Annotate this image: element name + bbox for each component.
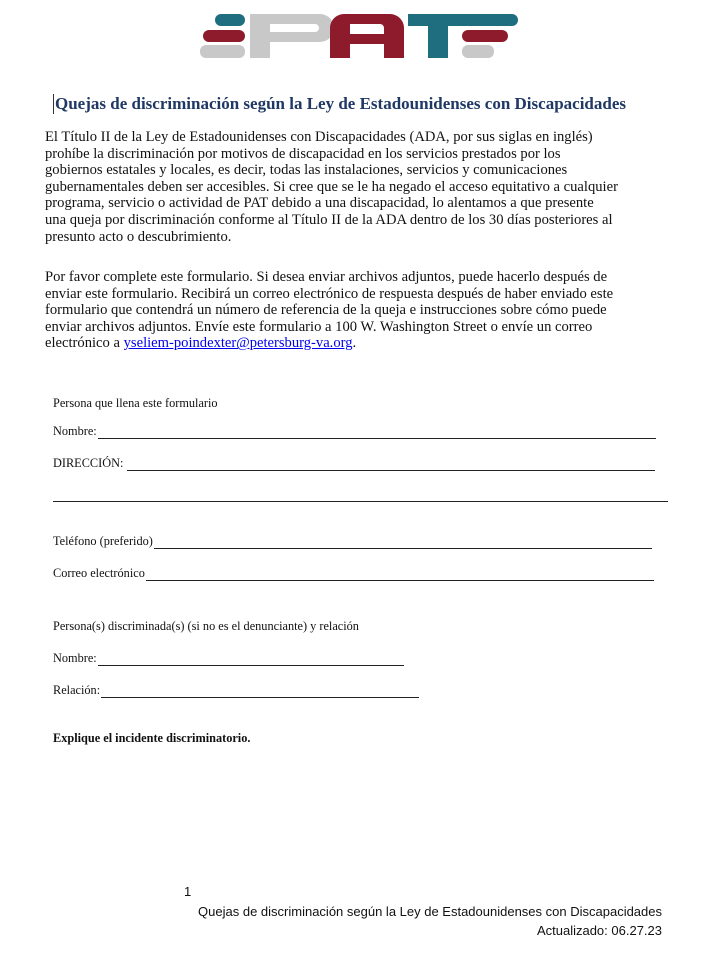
victim-name-field[interactable] (53, 651, 404, 666)
email-field[interactable] (53, 566, 654, 581)
address-line-2[interactable] (53, 501, 668, 502)
page-title: Quejas de discriminación según la Ley de Estadounidenses con Discapacidades (55, 94, 626, 113)
field-label: Nombre: (53, 651, 97, 665)
text-line: programa, servicio o actividad de PAT debido a una discapacidad, lo alentamos a que presente (45, 195, 594, 212)
relation-field[interactable] (53, 683, 419, 698)
pat-logo (200, 12, 520, 60)
phone-field[interactable] (53, 534, 652, 549)
text-line: El Título II de la Ley de Estadounidenses con Discapacidades (ADA, por sus siglas en inglés) (45, 129, 593, 145)
email-link[interactable]: yseliem-poindexter@petersburg-va.org (123, 335, 353, 352)
explain-heading: Explique el incidente discriminatorio. (53, 731, 251, 745)
address-input-line[interactable] (127, 458, 655, 471)
field-label: Relación: (53, 683, 101, 697)
name-input-line[interactable] (98, 426, 656, 439)
field-label: DIRECCIÓN: (53, 456, 124, 470)
text: electrónico a (45, 335, 124, 352)
intro-paragraph (45, 129, 618, 245)
instructions-paragraph (45, 269, 613, 352)
text-line: gobiernos estatales y locales, es decir, todas las instalaciones, servicios y comunicaciones (45, 162, 568, 179)
section-label-victim: Persona(s) discriminada(s) (si no es el denunciante) y relación (53, 619, 359, 633)
relation-input-line[interactable] (101, 685, 419, 698)
field-label: Correo electrónico (53, 566, 145, 580)
text-line: enviar archivos adjuntos. Envíe este formulario a 100 W. Washington Street o envíe un correo (45, 318, 593, 335)
footer-title: Quejas de discriminación según la Ley de Estadounidenses con Discapacidades (198, 904, 662, 919)
field-label: Nombre: (53, 424, 97, 438)
text-line: gubernamentales deben ser accesibles. Si cree que se le ha negado el acceso equitativo a cualquier (45, 178, 618, 195)
text-line: prohíbe la discriminación por motivos de discapacidad en los servicios prestados por los (45, 145, 561, 162)
page-number: 1 (184, 884, 192, 899)
text-line (45, 335, 613, 352)
text-line: una queja por discriminación conforme al Título II de la ADA dentro de los 30 días posteriores al (45, 211, 613, 228)
text: . (352, 335, 357, 352)
text-line: enviar este formulario. Recibirá un correo electrónico de respuesta después de haber enviado este (45, 285, 614, 302)
phone-input-line[interactable] (154, 536, 652, 549)
field-label: Teléfono (preferido) (53, 534, 153, 548)
footer-updated: Actualizado: 06.27.23 (536, 923, 662, 938)
email-input-line[interactable] (146, 568, 654, 581)
address-field[interactable] (53, 456, 655, 471)
text-line: presunto acto o descubrimiento. (45, 228, 232, 245)
name-field[interactable] (53, 424, 656, 439)
text-line: Por favor complete este formulario. Si desea enviar archivos adjuntos, puede hacerlo después de (45, 269, 608, 285)
victim-name-input-line[interactable] (98, 653, 404, 666)
section-label-filer: Persona que llena este formulario (53, 396, 218, 410)
text-line: formulario que contendrá un número de referencia de la queja e instrucciones sobre cómo puede (45, 302, 607, 319)
